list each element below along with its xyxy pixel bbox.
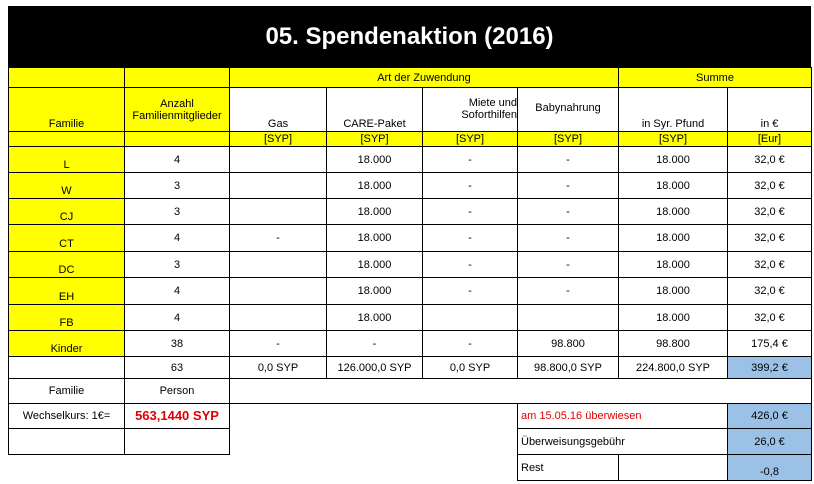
unit-blank-familie <box>8 131 125 147</box>
row-care: 18.000 <box>326 224 423 252</box>
row-eur: 32,0 € <box>727 224 812 252</box>
row-anzahl: 3 <box>124 172 230 199</box>
unit-syp-syp: [SYP] <box>618 131 728 147</box>
row-eur: 32,0 € <box>727 277 812 305</box>
row-baby <box>517 304 619 331</box>
row-gas <box>229 251 327 278</box>
row-baby: - <box>517 146 619 173</box>
row-familie: W <box>8 172 125 199</box>
header-art-der-zuwendung: Art der Zuwendung <box>229 67 619 88</box>
totals-gas: 0,0 SYP <box>229 356 327 379</box>
row-eur: 32,0 € <box>727 251 812 278</box>
totals-syp: 224.800,0 SYP <box>618 356 728 379</box>
header-eur: in € <box>727 87 812 132</box>
legend-spacer <box>229 378 812 404</box>
row-care: 18.000 <box>326 172 423 199</box>
rest-empty <box>618 454 728 481</box>
totals-miete: 0,0 SYP <box>422 356 518 379</box>
row-miete: - <box>422 146 518 173</box>
row-gas <box>229 198 327 225</box>
row-miete <box>422 304 518 331</box>
row-eur: 175,4 € <box>727 330 812 357</box>
row-anzahl: 4 <box>124 146 230 173</box>
row-care: 18.000 <box>326 277 423 305</box>
row-anzahl: 4 <box>124 304 230 331</box>
row-familie: CJ <box>8 198 125 225</box>
unit-syp-care: [SYP] <box>326 131 423 147</box>
empty-cell-a <box>8 428 125 455</box>
row-baby: - <box>517 251 619 278</box>
rest-label: Rest <box>517 454 619 481</box>
header-syr-pfund: in Syr. Pfund <box>618 87 728 132</box>
unit-syp-baby: [SYP] <box>517 131 619 147</box>
row-syp: 98.800 <box>618 330 728 357</box>
row-miete: - <box>422 198 518 225</box>
row-familie: L <box>8 146 125 173</box>
unit-syp-miete: [SYP] <box>422 131 518 147</box>
transfer-value: 426,0 € <box>727 403 812 429</box>
header-babynahrung: Babynahrung <box>517 87 619 132</box>
row-anzahl: 3 <box>124 198 230 225</box>
row-syp: 18.000 <box>618 277 728 305</box>
row-miete: - <box>422 251 518 278</box>
row-syp: 18.000 <box>618 224 728 252</box>
header-miete-line: Soforthilfen <box>461 109 517 121</box>
row-baby: - <box>517 224 619 252</box>
exchange-value: 563,1440 SYP <box>124 403 230 429</box>
row-syp: 18.000 <box>618 198 728 225</box>
header-blank-anzahl <box>124 67 230 88</box>
row-anzahl: 4 <box>124 277 230 305</box>
rest-value: -0,8 <box>727 454 812 481</box>
row-anzahl: 3 <box>124 251 230 278</box>
row-familie: DC <box>8 251 125 278</box>
row-miete: - <box>422 330 518 357</box>
row-eur: 32,0 € <box>727 304 812 331</box>
row-gas <box>229 146 327 173</box>
row-gas <box>229 172 327 199</box>
row-baby: - <box>517 172 619 199</box>
totals-eur: 399,2 € <box>727 356 812 379</box>
row-familie: Kinder <box>8 330 125 357</box>
row-familie: CT <box>8 224 125 252</box>
row-familie: FB <box>8 304 125 331</box>
row-baby: - <box>517 277 619 305</box>
header-anzahl-line: Familienmitglieder <box>132 109 222 122</box>
row-eur: 32,0 € <box>727 172 812 199</box>
unit-eur: [Eur] <box>727 131 812 147</box>
header-miete <box>422 87 518 132</box>
header-blank-familie <box>8 67 125 88</box>
row-gas <box>229 277 327 305</box>
exchange-label: Wechselkurs: 1€= <box>8 403 125 429</box>
totals-care: 126.000,0 SYP <box>326 356 423 379</box>
row-care: 18.000 <box>326 304 423 331</box>
fee-value: 26,0 € <box>727 428 812 455</box>
fee-label: Überweisungsgebühr <box>517 428 728 455</box>
row-care: 18.000 <box>326 146 423 173</box>
row-baby: - <box>517 198 619 225</box>
row-gas: - <box>229 224 327 252</box>
totals-anzahl: 63 <box>124 356 230 379</box>
row-anzahl: 4 <box>124 224 230 252</box>
row-syp: 18.000 <box>618 172 728 199</box>
legend-person: Person <box>124 378 230 404</box>
row-eur: 32,0 € <box>727 146 812 173</box>
row-miete: - <box>422 277 518 305</box>
transfer-label: am 15.05.16 überwiesen <box>517 403 728 429</box>
row-baby: 98.800 <box>517 330 619 357</box>
row-syp: 18.000 <box>618 146 728 173</box>
row-syp: 18.000 <box>618 304 728 331</box>
totals-blank <box>8 356 125 379</box>
row-syp: 18.000 <box>618 251 728 278</box>
row-miete: - <box>422 172 518 199</box>
row-care: 18.000 <box>326 198 423 225</box>
unit-blank-anzahl <box>124 131 230 147</box>
header-anzahl-line: Anzahl <box>160 97 194 110</box>
row-gas: - <box>229 330 327 357</box>
header-familie: Familie <box>8 87 125 132</box>
row-care: - <box>326 330 423 357</box>
row-familie: EH <box>8 277 125 305</box>
legend-familie: Familie <box>8 378 125 404</box>
empty-cell-b <box>124 428 230 455</box>
row-care: 18.000 <box>326 251 423 278</box>
row-miete: - <box>422 224 518 252</box>
row-eur: 32,0 € <box>727 198 812 225</box>
header-miete-line: Miete und <box>468 97 517 109</box>
row-anzahl: 38 <box>124 330 230 357</box>
header-care: CARE-Paket <box>326 87 423 132</box>
header-anzahl <box>124 87 230 132</box>
header-gas: Gas <box>229 87 327 132</box>
unit-syp-gas: [SYP] <box>229 131 327 147</box>
page-title: 05. Spendenaktion (2016) <box>8 6 811 67</box>
row-gas <box>229 304 327 331</box>
header-summe: Summe <box>618 67 812 88</box>
totals-baby: 98.800,0 SYP <box>517 356 619 379</box>
